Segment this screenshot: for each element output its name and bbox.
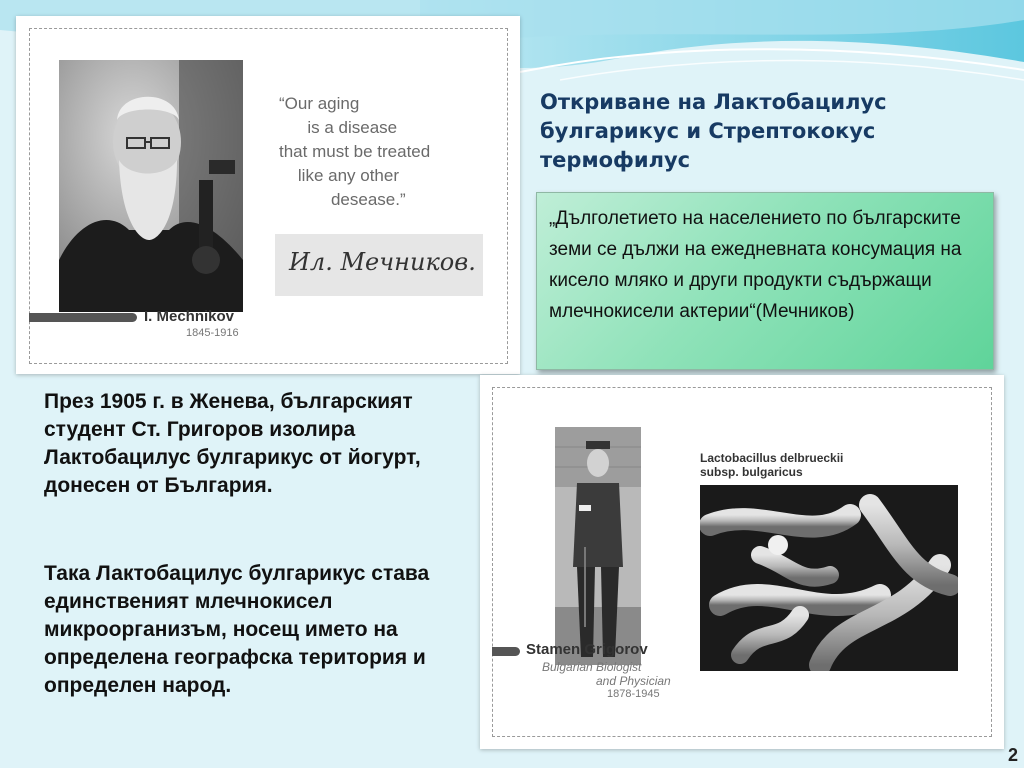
signature-text: Ил. Мечников. — [289, 248, 476, 276]
grigorov-role-line-2: and Physician — [596, 674, 671, 688]
mechnikov-quote-box — [536, 192, 994, 370]
mechnikov-figure-card — [16, 16, 520, 374]
mechnikov-years: 1845-1916 — [186, 327, 239, 339]
mechnikov-name: I. Mechnikov — [144, 308, 235, 325]
lactobacillus-micrograph — [700, 485, 958, 671]
mechnikov-portrait-photo — [59, 60, 243, 312]
body-paragraph-2: Така Лактобацилус булгарикус става единственият млечнокисел микроорганизъм, носещ името на определена географска територия и определен народ. — [44, 562, 430, 697]
grigorov-years: 1878-1945 — [607, 688, 660, 700]
grigorov-portrait-photo — [555, 427, 641, 665]
mechnikov-quote: “Our aging is a disease that must be treated like any other desease.” — [279, 94, 431, 209]
slide-title: Откриване на Лактобацилус булгарикус и Стрептококус термофилус — [540, 90, 887, 172]
quote-text: „Дълголетието на населението по българските земи се дължи на ежедневната консумация на кисело мляко и други продукти съдържащи млечнокисели актерии“(Мечников) — [549, 208, 962, 322]
body-paragraph-1: През 1905 г. в Женева, българският студент Ст. Григоров изолира Лактобацилус булгарикус от йогурт, донесен от България. — [44, 390, 421, 497]
grigorov-name: Stamen Grigorov — [526, 641, 648, 658]
name-bar — [492, 647, 520, 656]
bacteria-caption-line-1: Lactobacillus delbrueckii — [700, 451, 844, 465]
name-bar — [29, 313, 137, 322]
grigorov-role-line-1: Bulgarian Biologist — [542, 660, 642, 674]
bacteria-caption-line-2: subsp. bulgaricus — [700, 465, 803, 479]
signature-image — [275, 234, 483, 296]
page-number: 2 — [1007, 745, 1018, 765]
grigorov-figure-card — [480, 375, 1004, 749]
